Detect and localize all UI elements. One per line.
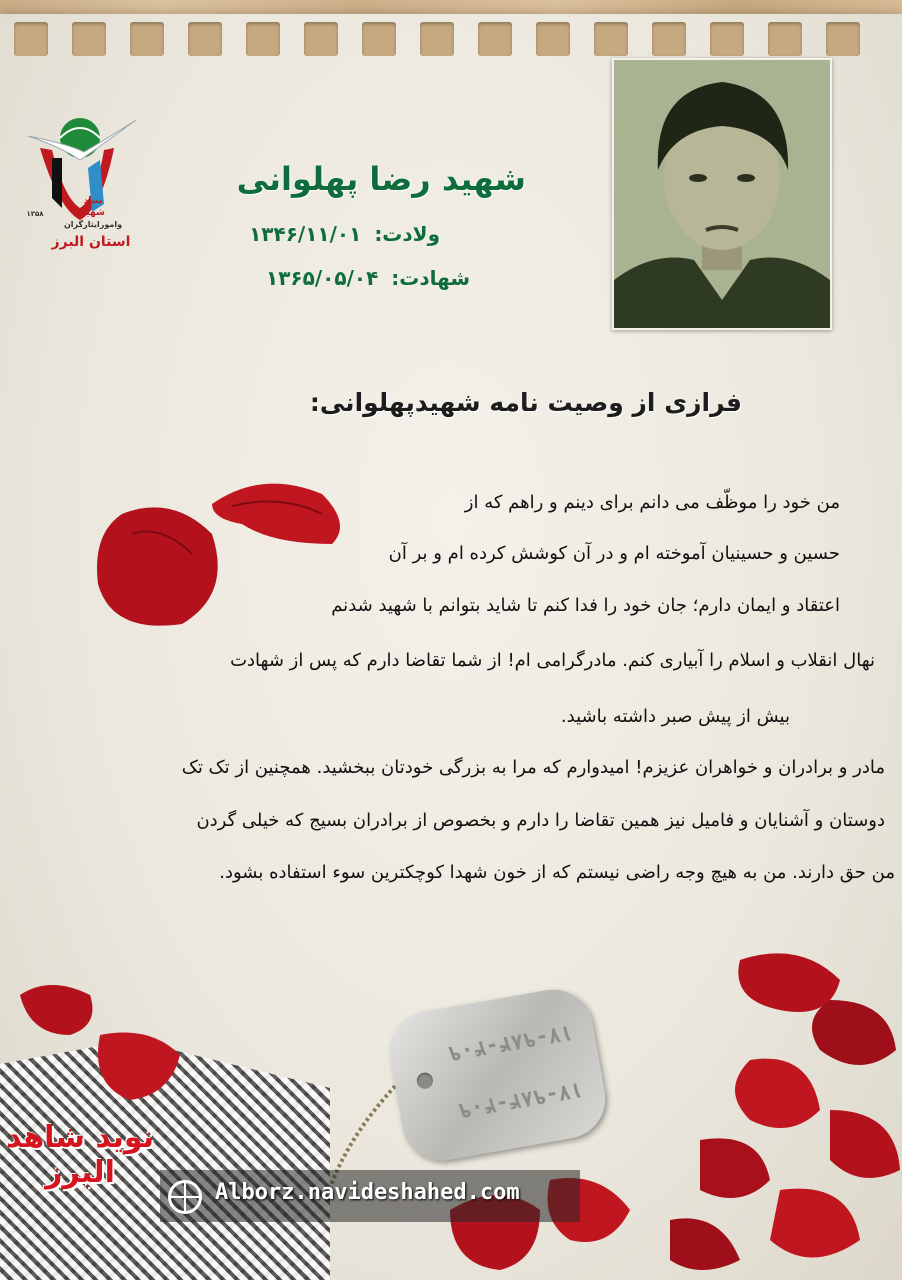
birth-date-row: [220, 222, 440, 246]
paper-hole: [710, 22, 744, 56]
paper-hole: [652, 22, 686, 56]
paper-hole: [14, 22, 48, 56]
death-date-row: [250, 266, 470, 290]
paper-hole: [594, 22, 628, 56]
paper-hole: [420, 22, 454, 56]
birth-date: ۱۳۴۶/۱۱/۰۱: [249, 222, 362, 246]
logo-line-3: وامورایثارگران: [63, 220, 123, 229]
portrait-illustration: [614, 60, 830, 328]
death-label: شهادت:: [391, 266, 470, 290]
will-line-1: من خود را موظّف می دانم برای دینم و راهم که از: [464, 492, 840, 513]
paper-hole: [536, 22, 570, 56]
will-heading: فرازی از وصیت نامه شهیدپهلوانی:: [309, 388, 742, 417]
logo-year: ۱۳۵۸: [26, 210, 44, 218]
paper-hole: [130, 22, 164, 56]
will-line-6: مادر و برادران و خواهران عزیزم! امیدوارم که مرا به بزرگی خودتان ببخشید. همچنین از تک تک: [181, 757, 885, 778]
will-line-5: بیش از پیش صبر داشته باشید.: [560, 706, 790, 727]
rose-petals-icon: [660, 940, 902, 1280]
paper-hole: [362, 22, 396, 56]
paper-hole: [188, 22, 222, 56]
dog-tag-line-2: ۱۷-۹۸۴-۴۰۹: [456, 1077, 586, 1124]
will-line-8: من حق دارند. من به هیچ وجه راضی نیستم که از خون شهدا کوچکترین سوء استفاده بشود.: [219, 862, 895, 883]
dog-tag-hole: [416, 1071, 435, 1090]
will-line-3: اعتقاد و ایمان دارم؛ جان خود را فدا کنم تا شاید بتوانم با شهید شدنم: [331, 595, 840, 616]
dog-tag-line-1: ۱۷-۹۸۴-۴۰۹: [446, 1020, 576, 1066]
death-date: ۱۳۶۵/۰۵/۰۴: [266, 266, 379, 290]
logo-line-1: بنیاد: [83, 196, 103, 206]
paper-hole: [304, 22, 338, 56]
site-url[interactable]: Alborz.navideshahed.com: [215, 1180, 520, 1205]
paper-hole: [72, 22, 106, 56]
paper-hole: [826, 22, 860, 56]
paper-hole: [768, 22, 802, 56]
martyr-name: شهید رضا پهلوانی: [236, 160, 526, 198]
will-line-2: حسین و حسینیان آموخته ام و در آن کوشش کرده ام و بر آن: [388, 543, 840, 564]
martyr-portrait: [612, 58, 832, 330]
paper-hole: [478, 22, 512, 56]
birth-label: ولادت:: [374, 222, 440, 246]
bonyad-shahid-logo: [18, 108, 143, 258]
will-line-7: دوستان و آشنایان و فامیل نیز همین تقاضا را دارم و بخصوص از برادران بسیج که خیلی گردن: [196, 810, 885, 831]
will-line-4: نهال انقلاب و اسلام را آبیاری کنم. مادرگرامی ام! از شما تقاضا دارم که پس از شهادت: [230, 650, 875, 671]
paper-hole: [246, 22, 280, 56]
globe-icon: [168, 1180, 202, 1214]
rose-petals-icon: [10, 975, 190, 1105]
logo-province: استان البرز: [51, 234, 131, 250]
logo-line-2: شهید: [81, 208, 105, 218]
navideshahed-brand-logo: نوید شاهد البرز: [5, 1120, 154, 1190]
